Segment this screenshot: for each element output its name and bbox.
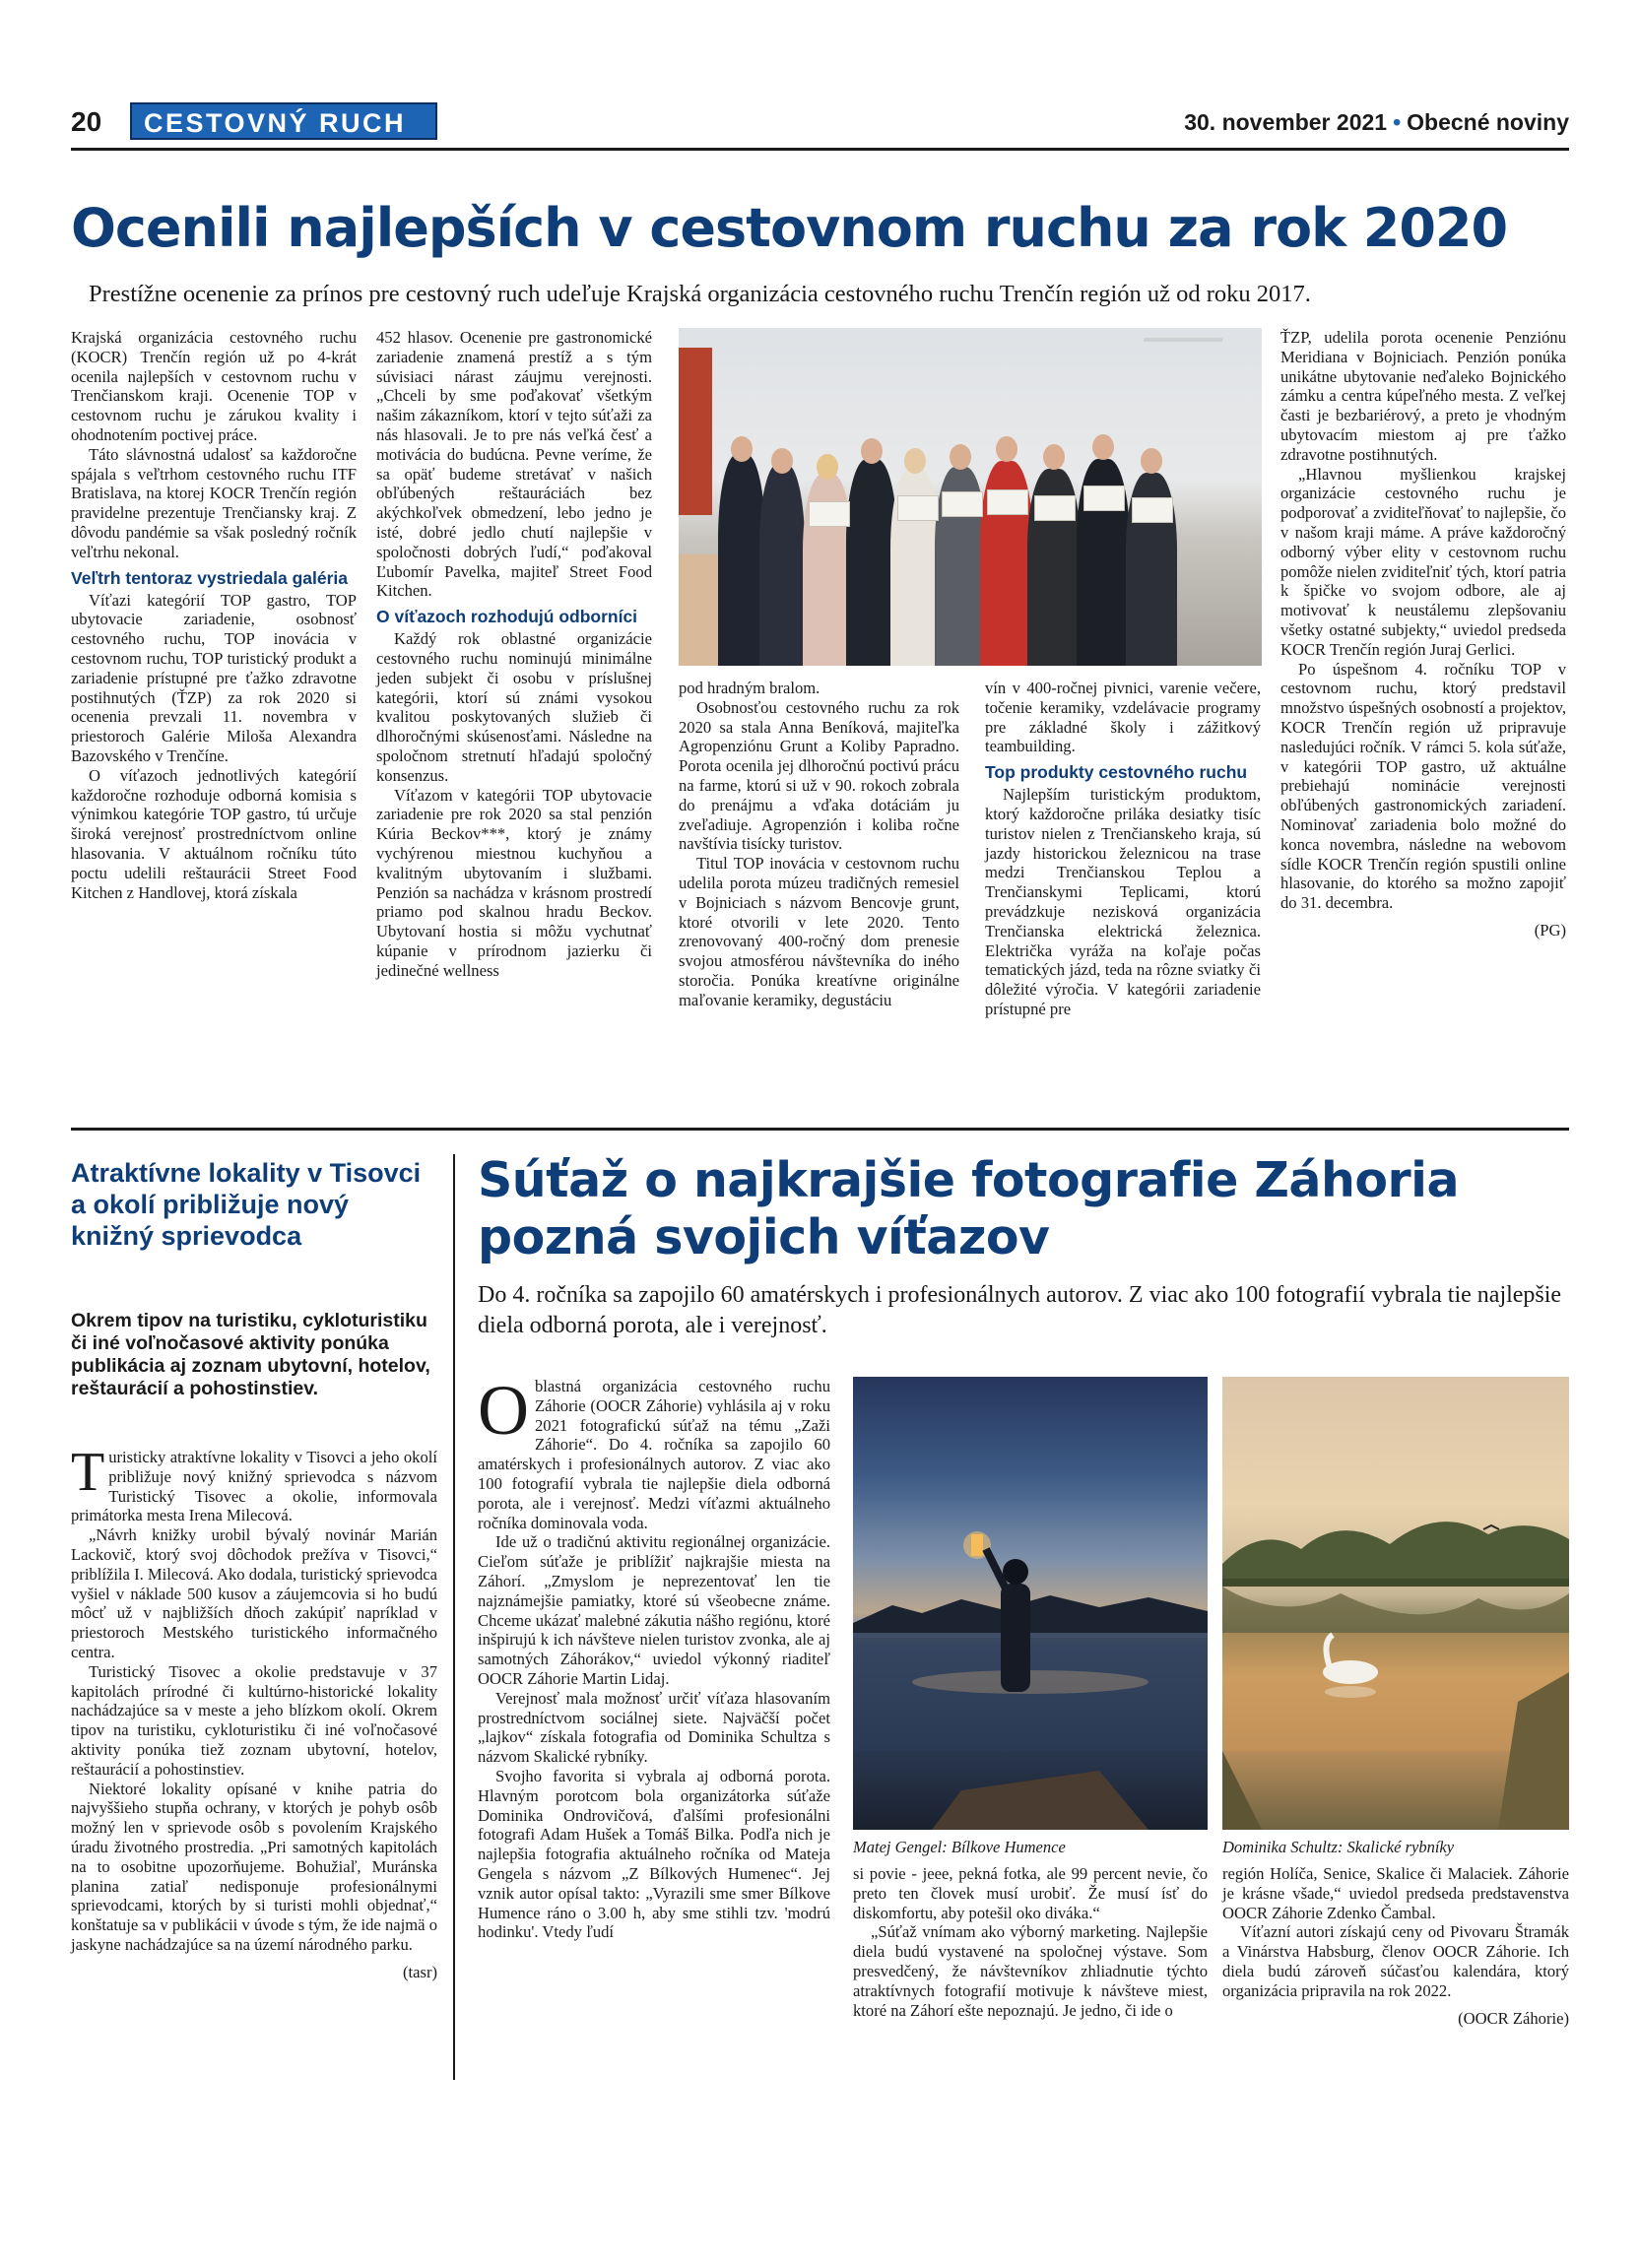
paragraph: Víťazom v kategórii TOP ubytovacie zariadenie pre rok 2020 sa stal penzión Kúria Beckov***, ktorý je známy vychýrenou miestnou kuchyňou a kvalitným ubytovaním i službami. Penzión sa nachádza v krásnom prostredí priamo pod skalnou hradu Beckov. Ubytovaní hostia si môžu vychutnať kúpanie v prírodnom jazierku či jedinečné wellness xyxy=(376,785,652,980)
paragraph: „Súťaž vnímam ako výborný marketing. Najlepšie diela budú vystavené na spoločnej výstave. Som presvedčený, že návštevníkov zhliadnutie týchto atraktívnych fotografií motivuje k návšteve miest, ktoré na Záhorí ešte nepoznajú. Je jedno, či ide o xyxy=(853,1922,1208,2020)
paragraph: Svojho favorita si vybrala aj odborná porota. Hlavným porotcom bola organizátorka súťaže Dominika Ondrovičová, ďalšími profesionálni fotografi Adam Hušek a Tomáš Bilka. Podľa nich je najlepšia fotografia aktuálneho ročníka od Mateja Gengela s názvom „Z Bílkových Humenec“. Jej vznik autor opísal takto: „Vyrazili sme smer Bílkove Humence ráno o 3.00 h, aby sme stihli tzv. 'modrú hodinku'. Vtedy ľudí xyxy=(478,1766,830,1942)
header-rule xyxy=(71,148,1569,151)
article1-headline: Ocenili najlepších v cestovnom ruchu za rok 2020 xyxy=(71,197,1508,259)
person-head xyxy=(904,448,926,474)
person-silhouette xyxy=(718,454,765,666)
paragraph: Niektoré lokality opísané v knihe patria do najvyššieho stupňa ochrany, v ktorých je pohyb osôb možný len v sprievode osôb s povolením Krajského úradu životného prostredia. „Pri samotných kapitolách na to osobitne upozorňujeme. Bohužiaľ, Muránska planina zatiaľ nedisponuje profesionálnymi sprievodcami, ktorých by si turisti mohli objednať,“ konštatuje sa v publikácii v úvode s tým, že ide najmä o jaskyne nachádzajúce sa na území národného parku. xyxy=(71,1779,437,1954)
person-head xyxy=(861,438,883,464)
subheading: Top produkty cestovného ruchu xyxy=(985,762,1248,783)
paragraph: Táto slávnostná udalosť sa každoročne spájala s veľtrhom cestovného ruchu ITF Bratislava, na ktorej KOCR Trenčín región pravidelne prezentuje Trenčiansky kraj. Z dôvodu pandémie sa však posledný ročník veľtrhu nekonal. xyxy=(71,444,357,561)
article2-column-1 xyxy=(478,1371,830,1942)
person-silhouette xyxy=(759,464,805,666)
column-divider xyxy=(453,1154,455,2080)
person-head xyxy=(996,436,1017,462)
person-head xyxy=(731,436,753,462)
issue-info xyxy=(1184,109,1569,136)
paragraph: „Návrh knižky urobil bývalý novinár Marián Lackovič, ktorý svoj dôchodok prežíva v Tisovci,“ priblížila I. Milecová. Ako dodala, turistický sprievodca vyšiel v náklade 500 kusov a záujemcovia si ho budú môcť už v najbližších dňoch zakúpiť napríklad v priestoroch Mestského turistického informačného centra. xyxy=(71,1525,437,1661)
article2-dropcap: O xyxy=(478,1371,529,1450)
article1-column-3 xyxy=(679,679,959,1010)
paragraph: Turistický Tisovec a okolie predstavuje v 37 kapitolách prírodné či kultúrno-historické lokality nachádzajúce sa v meste a jeho blízkom okolí. Okrem tipov na turistiku, cykloturistiku či iné voľnočasové aktivity ponúka tiež zoznam ubytovní, hotelov, reštaurácií a pohostinstiev. xyxy=(71,1661,437,1779)
publication-name: Obecné noviny xyxy=(1407,109,1569,135)
photo-caption: Matej Gengel: Bílkove Humence xyxy=(853,1838,1066,1856)
person-head xyxy=(1043,444,1065,470)
award-diploma xyxy=(987,489,1028,515)
sidebar-headline: Atraktívne lokality v Tisovci a okolí približuje nový knižný sprievodca xyxy=(71,1158,422,1251)
paragraph: „Hlavnou myšlienkou krajskej organizácie cestovného ruchu je podporovať a zviditeľňovať to najlepšie, čo v našom kraji máme. A práve každoročný odborný výber elity v cestovnom ruchu pomôže nielen zviditeľniť tých, ktorí patria k špičke vo svojom odbore, ale aj motivovať k neustálemu zlepšovaniu všetky ostatné subjekty,“ uviedol predseda KOCR Trenčín región Juraj Gerlici. xyxy=(1280,464,1566,659)
article1-column-1 xyxy=(71,328,357,902)
sidebar-dropcap: T xyxy=(71,1442,105,1503)
sidebar-body xyxy=(71,1442,437,1982)
section-rule xyxy=(71,1128,1569,1131)
paragraph: Víťazi kategórií TOP gastro, TOP ubytovacie zariadenie, osobnosť cestovného ruchu, TOP inovácia v cestovnom ruchu, TOP turistický produkt a zariadenie prístupné pre ťažko zdravotne postihnutých (ŤZP) za rok 2020 si ocenenia prevzali 11. novembra v priestoroch Galérie Miloša Alexandra Bazovského v Trenčíne. xyxy=(71,590,357,765)
award-diploma xyxy=(1083,486,1125,511)
paragraph: Ide už o tradičnú aktivitu regionálnej organizácie. Cieľom súťaže je priblížiť najkrajšie miesta na Záhorí. „Zmyslom je neprezentovať len tie najznámejšie pamiatky, ktoré sú všeobecne známe. Chceme ukázať malebné zákutia nášho regiónu, ktoré inšpirujú k ich návšteve nielen turistov zvonka, ale aj samotných Záhorákov,“ uviedol výkonný riaditeľ OOCR Záhorie Martin Lidaj. xyxy=(478,1532,830,1688)
paragraph: Po úspešnom 4. ročníku TOP v cestovnom ruchu, ktorý predstavil množstvo úspešných osobností a projektov, KOCR Trenčín región už pripravuje nasledujúci ročník. V rámci 5. kola súťaže, v kategórii TOP gastro, už aktuálne prebiehajú nominácie verejnosti obľúbených gastronomických zariadení. Nominovať zariadenia bolo možné do konca novembra, následne na webovom sídle KOCR Trenčín región spustili online hlasovanie, do ktorého sa možno zapojiť do 31. decembra. xyxy=(1280,659,1566,913)
paragraph: Každý rok oblastné organizácie cestovného ruchu nominujú minimálne jeden subjekt či osobu v príslušnej kategórii, ktorí sú známi vysokou kvalitou poskytovaných služieb či dlhoročnými skúsenosťami. Následne na spoločnom stretnutí hľadajú spoločný konsenzus. xyxy=(376,629,652,785)
person-head xyxy=(817,454,838,480)
paragraph: Víťazní autori získajú ceny od Pivovaru Štramák a Vinárstva Habsburg, členov OOCR Záhorie. Ich diela budú zároveň súčasťou kalendára, ktorý organizácia pripravila na rok 2022. xyxy=(1222,1922,1569,2000)
wall-artwork xyxy=(679,348,712,515)
article2-deck: Do 4. ročníka sa zapojilo 60 amatérskych i profesionálnych autorov. Z viac ako 100 fotografií vybrala tie najlepšie diela odborná porota, ale i verejnosť. xyxy=(478,1282,1562,1338)
award-ceremony-photo xyxy=(679,328,1262,666)
subheading: Veľtrh tentoraz vystriedala galéria xyxy=(71,567,349,588)
paragraph: 452 hlasov. Ocenenie pre gastronomické zariadenie znamená prestíž a s tým súvisiaci nárast záujmu verejnosti. „Chceli by sme poďakovať všetkým našim zákazníkom, ktorí v tejto súťaži za nás hlasovali. Je to pre nás veľká česť a motivácia do budúcna. Pevne veríme, že sa opäť budeme stretávať v našich obľúbených reštauráciách bez akýchkoľvek obmedzení, lebo jedno je isté, dobré jedlo chutí najlepšie v spoločnosti dobrých ľudí,“ poďakoval Ľubomír Pavelka, majiteľ Street Food Kitchen. xyxy=(376,328,652,601)
paragraph: Najlepším turistickým produktom, ktorý každoročne priláka desiatky tisíc turistov nielen z Trenčianskeho kraja, sú jazdy historickou železnicou na trase medzi Trenčianskou Teplou a Trenčianskymi Teplicami, ktorú prevádzkuje nezisková organizácia Trenčianska elektrická železnica. Električka vyráža na koľaje počas tematických jázd, teda na rôzne sviatky či dôležité výročia. V kategórii zariadenie prístupné pre xyxy=(985,785,1261,1018)
paragraph: O víťazoch jednotlivých kategórií každoročne rozhoduje odborná komisia s výnimkou kategórie TOP gastro, tú určuje široká verejnosť prostredníctvom online hlasovania. V aktuálnom ročníku túto poctu udelili reštaurácii Street Food Kitchen z Handlovej, ktorá získala xyxy=(71,765,357,902)
ceiling-light xyxy=(1144,338,1222,342)
swan-pond-scene xyxy=(1222,1377,1569,1830)
person-head xyxy=(1092,434,1114,460)
photo-skalicke-rybniky xyxy=(1222,1377,1569,1830)
article2-headline: Súťaž o najkrajšie fotografie Záhoria pozná svojich víťazov xyxy=(478,1152,1460,1265)
paragraph: uristicky atraktívne lokality v Tisovci a jeho okolí približuje nový knižný sprievodca s názvom Turistický Tisovec a okolie, informovala primátorka mesta Irena Milecová. xyxy=(71,1448,437,1525)
page-number: 20 xyxy=(71,106,102,137)
person-head xyxy=(950,444,971,470)
article1-column-4 xyxy=(985,679,1261,1019)
issue-date: 30. november 2021 xyxy=(1184,109,1388,135)
paragraph: Osobnosťou cestovného ruchu za rok 2020 sa stala Anna Beníková, majiteľka Agropenziónu Grunt a Koliby Papradno. Porota ocenila jej dlhoročnú poctivú prácu na farme, ktorú si už v 90. rokoch zobrala do prenájmu a vďaka dotáciám ju zveľadiuje. Agropenzión i koliba ročne navštívia tisícky turistov. xyxy=(679,697,959,854)
paragraph: si povie - jeee, pekná fotka, ale 99 percent nevie, čo preto ten človek musí urobiť. Že musí ísť do diskomfortu, aby potešil oko diváka.“ xyxy=(853,1864,1208,1922)
person-head xyxy=(771,448,793,474)
paragraph: pod hradným bralom. xyxy=(679,679,820,697)
paragraph: blastná organizácia cestovného ruchu Záhorie (OOCR Záhorie) vyhlásila aj v roku 2021 fotografickú súťaž na tému „Zaži Záhorie“. Do 4. ročníka sa zapojilo 60 amatérskych i profesionálnych autorov. Z viac ako 100 fotografií vybrala tie najlepšie diela odborná porota, ale i verejnosť. Medzi víťazmi aktuálneho ročníka dominovala voda. xyxy=(478,1377,830,1532)
article1-column-2 xyxy=(376,328,652,981)
paragraph: región Holíča, Senice, Skalice či Malaciek. Záhorie je krásne všade,“ uviedol predseda predstavenstva OOCR Záhorie Zdenko Čambal. xyxy=(1222,1864,1569,1922)
subheading: O víťazoch rozhodujú odborníci xyxy=(376,607,638,627)
paragraph: Verejnosť mala možnosť určiť víťaza hlasovaním prostredníctvom sociálnej siete. Najväčší počet „lajkov“ získala fotografia od Dominika Schultza s názvom Skalické rybníky. xyxy=(478,1688,830,1767)
award-diploma xyxy=(942,491,983,517)
article1-column-5 xyxy=(1280,328,1566,940)
photo-caption: Dominika Schultz: Skalické rybníky xyxy=(1222,1838,1455,1856)
award-diploma xyxy=(809,501,850,527)
article1-signature: (PG) xyxy=(1534,920,1566,940)
issue-separator: • xyxy=(1393,109,1402,135)
photo-bilkove-humence xyxy=(853,1377,1208,1830)
person-head xyxy=(1141,448,1162,474)
sidebar-signature: (tasr) xyxy=(402,1962,437,1981)
article2-column-3 xyxy=(1222,1864,1569,2028)
sidebar-deck: Okrem tipov na turistiku, cykloturistiku či iné voľnočasové aktivity ponúka publikácia aj zoznam ubytovní, hotelov, reštaurácií a pohostinstiev. xyxy=(71,1310,430,1399)
article2-signature: (OOCR Záhorie) xyxy=(1458,2008,1569,2028)
award-diploma xyxy=(1132,497,1173,523)
paragraph: Krajská organizácia cestovného ruchu (KOCR) Trenčín región už po 4-krát ocenila najlepších v cestovnom ruchu v Trenčianskom kraji. Ocenenie TOP v cestovnom ruchu je zárukou kvality i ohodnotením poctivej práce. xyxy=(71,328,357,444)
paragraph: Titul TOP inovácia v cestovnom ruchu udelila porota múzeu tradičných remesiel v Bojniciach s názvom Bencovje grunt, ktoré otvorili v lete 2020. Tento zrenovovaný 400-ročný dom prenesie svojou atmosférou návštevníka do iného storočia. Ponúka kreatívne originálne maľovanie keramiky, degustáciu xyxy=(679,854,959,1009)
paragraph: vín v 400-ročnej pivnici, varenie večere, točenie keramiky, vzdelávacie programy pre základné školy i zážitkový teambuilding. xyxy=(985,679,1261,756)
award-diploma xyxy=(1034,495,1076,521)
night-lake-scene xyxy=(853,1377,1208,1830)
section-label: CESTOVNÝ RUCH xyxy=(130,102,437,140)
article1-deck: Prestížne ocenenie za prínos pre cestovný ruch udeľuje Krajská organizácia cestovného ruchu Trenčín región už od roku 2017. xyxy=(89,281,1311,307)
award-diploma xyxy=(897,495,939,521)
paragraph: ŤZP, udelila porota ocenenie Penziónu Meridiana v Bojniciach. Penzión ponúka unikátne ubytovanie neďaleko Bojnického zámku a centra kúpeľného mesta. Z veľkej časti je bezbariérový, a preto je vhodným ubytovacím miestom aj pre ťažko zdravotne postihnutých. xyxy=(1280,328,1566,464)
article2-column-2 xyxy=(853,1864,1208,2020)
